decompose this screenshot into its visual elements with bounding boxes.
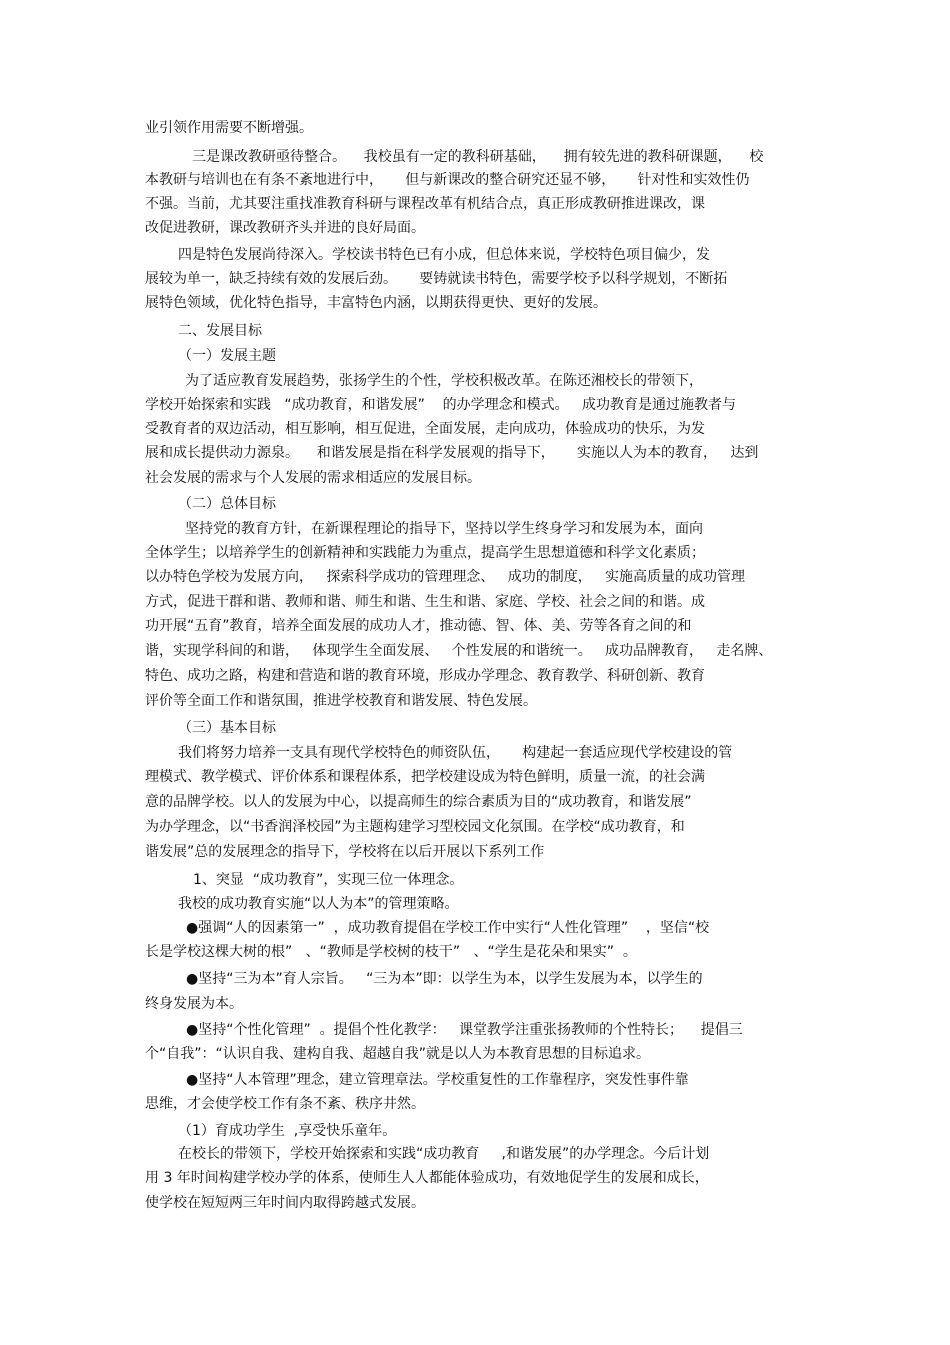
text-line: 展和成长提供动力源泉。 和谐发展是指在科学发展观的指导下， 实施以人为本的教育， 达到 (145, 445, 759, 461)
bullet-item: ●强调“人的因素第一” ，成功教育提倡在学校工作中实行“人性化管理” ，坚信“校 (186, 920, 710, 936)
bullet-item: ●坚持“人本管理”理念，建立管理章法。学校重复性的工作靠程序，突发性事件靠 (186, 1072, 689, 1088)
text-line: 业引领作用需要不断增强。 (145, 120, 313, 136)
text-line: 我校的成功教育实施“以人为本”的管理策略。 (178, 896, 459, 912)
text-line: 谐发展”总的发展理念的指导下，学校将在以后开展以下系列工作 (145, 844, 545, 860)
text-line: 坚持党的教育方针，在新课程理论的指导下，坚持以学生终身学习和发展为本，面向 (185, 521, 703, 537)
text-line: 用 3 年时间构建学校办学的体系，使师生人人都能体验成功，有效地促学生的发展和成长， (145, 1170, 709, 1186)
text-line: 终身发展为本。 (145, 996, 243, 1012)
text-line: 学校开始探索和实践 “成功教育，和谐发展” 的办学理念和模式。 成功教育是通过施教者与 (145, 397, 737, 413)
text-line: 方式，促进干群和谐、教师和谐、师生和谐、生生和谐、家庭、学校、社会之间的和谐。成 (145, 594, 705, 610)
section-heading: 二、发展目标 (178, 323, 262, 339)
text-line: 以办特色学校为发展方向， 探索科学成功的管理理念、 成功的制度， 实施高质量的成功管理 (145, 569, 746, 585)
subsection-heading: （二）总体目标 (178, 496, 276, 512)
bullet-item: ●坚持“个性化管理” 。提倡个性化教学： 课堂教学注重张扬教师的个性特长； 提倡三 (186, 1022, 743, 1038)
text-line: 三是课改教研亟待整合。 我校虽有一定的教科研基础， 拥有较先进的教科研课题， 校 (192, 149, 764, 165)
text-line: 改促进教研，课改教研齐头并进的良好局面。 (145, 220, 425, 236)
text-line: 思维，才会使学校工作有条不紊、秩序井然。 (145, 1096, 425, 1112)
subsection-heading: （一）发展主题 (178, 348, 276, 364)
text-line: 受教育者的双边活动，相互影响，相互促进，全面发展，走向成功，体验成功的快乐，为发 (145, 421, 705, 437)
bullet-item: ●坚持“三为本”育人宗旨。 “三为本”即：以学生为本，以学生发展为本，以学生的 (186, 971, 703, 987)
subsection-heading: （三）基本目标 (178, 720, 276, 736)
text-line: 我们将努力培养一支具有现代学校特色的师资队伍， 构建起一套适应现代学校建设的管 (178, 745, 733, 761)
text-line: 为了适应教育发展趋势，张扬学生的个性，学校积极改革。在陈还湘校长的带领下， (185, 373, 703, 389)
text-line: 为办学理念，以“书香润泽校园”为主题构建学习型校园文化氛围。在学校“成功教育，和 (145, 819, 685, 835)
text-line: 意的品牌学校。以人的发展为中心，以提高师生的综合素质为目的“成功教育，和谐发展” (145, 794, 692, 810)
text-line: 理模式、教学模式、评价体系和课程体系，把学校建设成为特色鲜明，质量一流，的社会满 (145, 769, 705, 785)
text-line: 在校长的带领下，学校开始探索和实践“成功教育 ,和谐发展”的办学理念。今后计划 (178, 1146, 710, 1162)
text-line: 特色、成功之路，构建和营造和谐的教育环境，形成办学理念、教育教学、科研创新、教育 (145, 668, 705, 684)
text-line: 全体学生；以培养学生的创新精神和实践能力为重点，提高学生思想道德和科学文化素质； (145, 545, 705, 561)
text-line: 本教研与培训也在有条不紊地进行中， 但与新课改的整合研究还显不够， 针对性和实效性仍 (145, 172, 750, 188)
list-heading: （1）育成功学生 ,享受快乐童年。 (178, 1123, 397, 1139)
text-line: 展特色领域，优化特色指导，丰富特色内涵，以期获得更快、更好的发展。 (145, 295, 607, 311)
text-line: 展较为单一，缺乏持续有效的发展后劲。 要铸就读书特色，需要学校予以科学规划，不断拓 (145, 271, 728, 287)
text-line: 评价等全面工作和谐氛围，推进学校教育和谐发展、特色发展。 (145, 693, 537, 709)
text-line: 个“自我”：“认识自我、建构自我、超越自我”就是以人为本教育思想的目标追求。 (145, 1046, 651, 1062)
text-line: 长是学校这棵大树的根” 、“教师是学校树的枝干” 、“学生是花朵和果实” 。 (145, 944, 637, 960)
text-line: 功开展“五育”教育，培养全面发展的成功人才，推动德、智、体、美、劳等各育之间的和 (145, 618, 692, 634)
list-heading: 1、突显 “成功教育”，实现三位一体理念。 (193, 872, 464, 888)
text-line: 谐，实现学科间的和谐， 体现学生全面发展、 个性发展的和谐统一。 成功品牌教育， 走名牌、 (145, 643, 773, 659)
text-line: 四是特色发展尚待深入。学校读书特色已有小成，但总体来说，学校特色项目偏少，发 (178, 247, 710, 263)
text-line: 使学校在短短两三年时间内取得跨越式发展。 (145, 1195, 425, 1211)
text-line: 社会发展的需求与个人发展的需求相适应的发展目标。 (145, 470, 481, 486)
text-line: 不强。当前，尤其要注重找准教育科研与课程改革有机结合点，真正形成教研推进课改，课 (145, 196, 705, 212)
